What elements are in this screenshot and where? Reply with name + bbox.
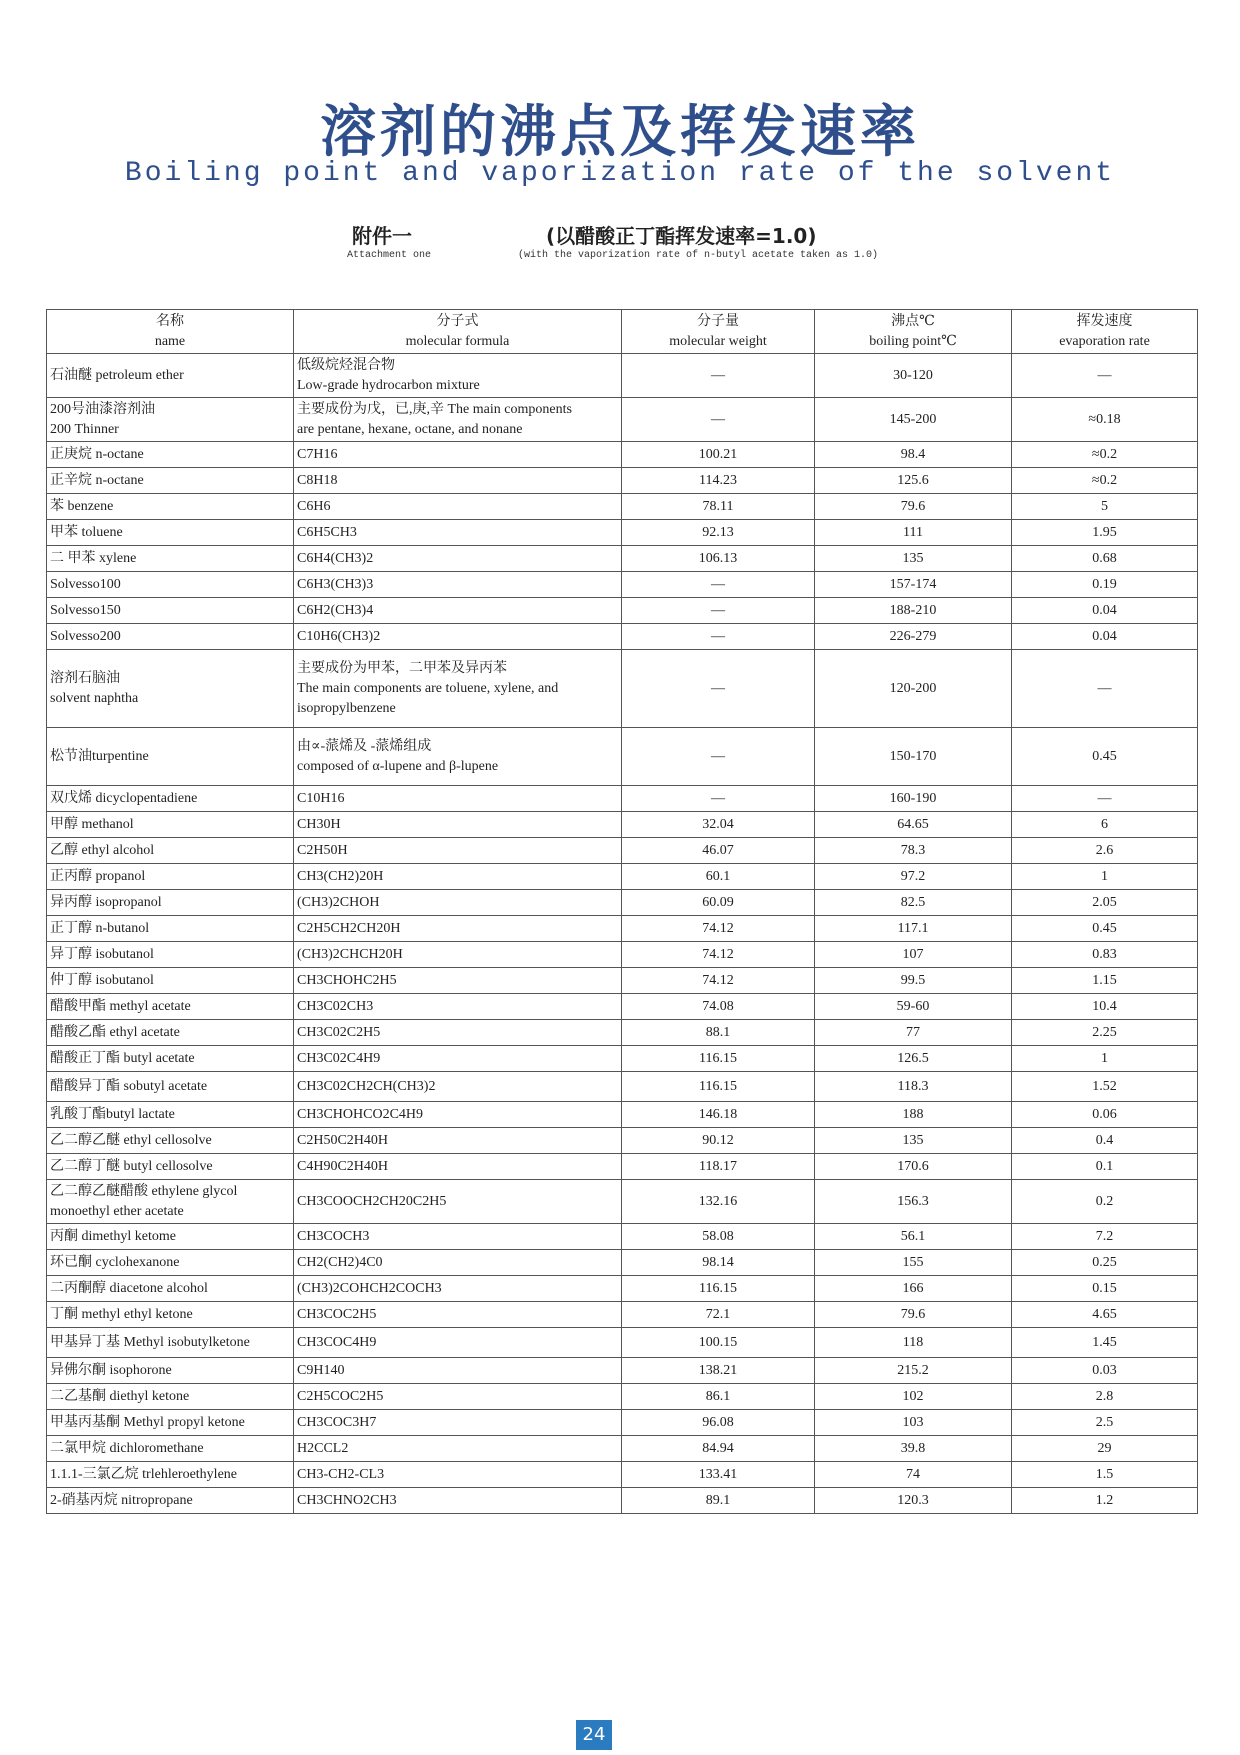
cell-boiling-point: 64.65: [815, 812, 1012, 838]
cell-name: 异丙醇 isopropanol: [47, 890, 294, 916]
cell-formula: C10H6(CH3)2: [294, 624, 622, 650]
cell-formula: H2CCL2: [294, 1436, 622, 1462]
table-row: [47, 1488, 1198, 1514]
cell-molecular-weight: 116.15: [622, 1072, 815, 1102]
cell-name: 甲醇 methanol: [47, 812, 294, 838]
cell-name: 正辛烷 n-octane: [47, 468, 294, 494]
cell-boiling-point: 120.3: [815, 1488, 1012, 1514]
cell-evaporation-rate: 1.2: [1012, 1488, 1198, 1514]
cell-evaporation-rate: 0.04: [1012, 598, 1198, 624]
header-row: [47, 310, 1198, 354]
cell-molecular-weight: 132.16: [622, 1180, 815, 1224]
table-row: [47, 1102, 1198, 1128]
table-row: [47, 1020, 1198, 1046]
cell-molecular-weight: 74.08: [622, 994, 815, 1020]
cell-molecular-weight: —: [622, 650, 815, 728]
cell-formula: CH3C02C4H9: [294, 1046, 622, 1072]
cell-boiling-point: 102: [815, 1384, 1012, 1410]
cell-molecular-weight: 106.13: [622, 546, 815, 572]
page-number: 24: [576, 1720, 612, 1750]
table-row: [47, 916, 1198, 942]
cell-formula: CH3C02C2H5: [294, 1020, 622, 1046]
cell-formula: CH3CHNO2CH3: [294, 1488, 622, 1514]
cell-evaporation-rate: —: [1012, 354, 1198, 398]
cell-evaporation-rate: 0.83: [1012, 942, 1198, 968]
cell-boiling-point: 77: [815, 1020, 1012, 1046]
cell-name: 松节油turpentine: [47, 728, 294, 786]
cell-boiling-point: 188: [815, 1102, 1012, 1128]
cell-name: 溶剂石脑油 solvent naphtha: [47, 650, 294, 728]
cell-boiling-point: 215.2: [815, 1358, 1012, 1384]
header-rate-en: evaporation rate: [1059, 334, 1150, 349]
cell-formula: CH3CHOHCO2C4H9: [294, 1102, 622, 1128]
table-row: [47, 1250, 1198, 1276]
table-row: [47, 942, 1198, 968]
cell-formula: C4H90C2H40H: [294, 1154, 622, 1180]
cell-molecular-weight: 100.21: [622, 442, 815, 468]
cell-evaporation-rate: 0.25: [1012, 1250, 1198, 1276]
header-formula-en: molecular formula: [405, 334, 510, 349]
cell-boiling-point: 74: [815, 1462, 1012, 1488]
table-row: [47, 1276, 1198, 1302]
cell-formula: CH3COC4H9: [294, 1328, 622, 1358]
table-row: [47, 968, 1198, 994]
cell-name: 乙醇 ethyl alcohol: [47, 838, 294, 864]
cell-molecular-weight: 60.09: [622, 890, 815, 916]
cell-name: 甲基异丁基 Methyl isobutylketone: [47, 1328, 294, 1358]
header-weight-en: molecular weight: [669, 334, 767, 349]
cell-formula: C9H140: [294, 1358, 622, 1384]
cell-boiling-point: 79.6: [815, 494, 1012, 520]
table-row: [47, 442, 1198, 468]
cell-name: 二 甲苯 xylene: [47, 546, 294, 572]
table-row: [47, 1224, 1198, 1250]
header-weight: [622, 310, 815, 354]
cell-evaporation-rate: 0.03: [1012, 1358, 1198, 1384]
cell-evaporation-rate: 2.25: [1012, 1020, 1198, 1046]
table-row: [47, 1072, 1198, 1102]
cell-formula: 低级烷烃混合物 Low-grade hydrocarbon mixture: [294, 354, 622, 398]
table-row: [47, 1410, 1198, 1436]
cell-formula: CH3COCH3: [294, 1224, 622, 1250]
cell-evaporation-rate: 7.2: [1012, 1224, 1198, 1250]
table-body: [47, 354, 1198, 1514]
header-name: [47, 310, 294, 354]
cell-formula: C6H6: [294, 494, 622, 520]
reference-note-en: (with the vaporization rate of n-butyl acetate taken as 1.0): [518, 250, 879, 261]
cell-formula: CH3C02CH2CH(CH3)2: [294, 1072, 622, 1102]
table-row: [47, 812, 1198, 838]
cell-molecular-weight: 88.1: [622, 1020, 815, 1046]
table-row: [47, 864, 1198, 890]
cell-name: 乙二醇乙醚醋酸 ethylene glycol monoethyl ether acetate: [47, 1180, 294, 1224]
cell-formula: 主要成份为戊，已,庚,辛 The main components are pentane, hexane, octane, and nonane: [294, 398, 622, 442]
cell-boiling-point: 97.2: [815, 864, 1012, 890]
cell-evaporation-rate: 2.6: [1012, 838, 1198, 864]
cell-molecular-weight: 58.08: [622, 1224, 815, 1250]
cell-molecular-weight: 74.12: [622, 968, 815, 994]
cell-formula: C2H50H: [294, 838, 622, 864]
cell-name: 正庚烷 n-octane: [47, 442, 294, 468]
cell-name: 二氯甲烷 dichloromethane: [47, 1436, 294, 1462]
cell-evaporation-rate: 6: [1012, 812, 1198, 838]
header-weight-cn: 分子量: [697, 314, 739, 329]
table-row: [47, 994, 1198, 1020]
cell-boiling-point: 39.8: [815, 1436, 1012, 1462]
cell-name: 二丙酮醇 diacetone alcohol: [47, 1276, 294, 1302]
attachment-label-cn: 附件一: [352, 224, 412, 248]
cell-formula: C6H3(CH3)3: [294, 572, 622, 598]
cell-name: 异丁醇 isobutanol: [47, 942, 294, 968]
table-row: [47, 572, 1198, 598]
cell-name: 石油醚 petroleum ether: [47, 354, 294, 398]
table-row: [47, 598, 1198, 624]
table-header: [47, 310, 1198, 354]
cell-formula: C8H18: [294, 468, 622, 494]
attachment-label-en: Attachment one: [347, 250, 432, 261]
cell-evaporation-rate: 0.45: [1012, 728, 1198, 786]
cell-molecular-weight: 32.04: [622, 812, 815, 838]
cell-evaporation-rate: 0.04: [1012, 624, 1198, 650]
cell-boiling-point: 188-210: [815, 598, 1012, 624]
cell-evaporation-rate: 1: [1012, 864, 1198, 890]
table-row: [47, 1358, 1198, 1384]
cell-molecular-weight: 100.15: [622, 1328, 815, 1358]
cell-boiling-point: 125.6: [815, 468, 1012, 494]
cell-name: 甲基丙基酮 Methyl propyl ketone: [47, 1410, 294, 1436]
cell-formula: (CH3)2COHCH2COCH3: [294, 1276, 622, 1302]
cell-boiling-point: 79.6: [815, 1302, 1012, 1328]
cell-boiling-point: 170.6: [815, 1154, 1012, 1180]
cell-evaporation-rate: 29: [1012, 1436, 1198, 1462]
table-row: [47, 1436, 1198, 1462]
cell-boiling-point: 150-170: [815, 728, 1012, 786]
cell-molecular-weight: 138.21: [622, 1358, 815, 1384]
table-row: [47, 890, 1198, 916]
cell-formula: (CH3)2CHOH: [294, 890, 622, 916]
cell-name: 正丙醇 propanol: [47, 864, 294, 890]
cell-formula: CH3COOCH2CH20C2H5: [294, 1180, 622, 1224]
cell-formula: CH3(CH2)20H: [294, 864, 622, 890]
cell-boiling-point: 155: [815, 1250, 1012, 1276]
header-rate: [1012, 310, 1198, 354]
cell-molecular-weight: 133.41: [622, 1462, 815, 1488]
cell-evaporation-rate: 0.45: [1012, 916, 1198, 942]
cell-formula: CH3CHOHC2H5: [294, 968, 622, 994]
cell-molecular-weight: —: [622, 624, 815, 650]
cell-name: 醋酸正丁酯 butyl acetate: [47, 1046, 294, 1072]
cell-name: 醋酸甲酯 methyl acetate: [47, 994, 294, 1020]
table-row: [47, 650, 1198, 728]
cell-molecular-weight: —: [622, 598, 815, 624]
cell-formula: C10H16: [294, 786, 622, 812]
cell-boiling-point: 156.3: [815, 1180, 1012, 1224]
cell-molecular-weight: —: [622, 354, 815, 398]
cell-evaporation-rate: 2.5: [1012, 1410, 1198, 1436]
cell-boiling-point: 59-60: [815, 994, 1012, 1020]
cell-molecular-weight: —: [622, 728, 815, 786]
cell-molecular-weight: 118.17: [622, 1154, 815, 1180]
solvent-table: [46, 309, 1198, 1514]
cell-boiling-point: 107: [815, 942, 1012, 968]
cell-formula: CH2(CH2)4C0: [294, 1250, 622, 1276]
table-row: [47, 1462, 1198, 1488]
table-row: [47, 354, 1198, 398]
cell-formula: C7H16: [294, 442, 622, 468]
cell-molecular-weight: 90.12: [622, 1128, 815, 1154]
cell-boiling-point: 118: [815, 1328, 1012, 1358]
cell-formula: C2H50C2H40H: [294, 1128, 622, 1154]
cell-name: 乳酸丁酯butyl lactate: [47, 1102, 294, 1128]
cell-name: 甲苯 toluene: [47, 520, 294, 546]
table-row: [47, 624, 1198, 650]
cell-molecular-weight: 72.1: [622, 1302, 815, 1328]
cell-formula: CH3-CH2-CL3: [294, 1462, 622, 1488]
cell-molecular-weight: 114.23: [622, 468, 815, 494]
table-row: [47, 786, 1198, 812]
cell-boiling-point: 78.3: [815, 838, 1012, 864]
cell-molecular-weight: 96.08: [622, 1410, 815, 1436]
cell-evaporation-rate: 0.2: [1012, 1180, 1198, 1224]
page-subtitle: Boiling point and vaporization rate of the solvent: [124, 158, 1116, 189]
cell-boiling-point: 157-174: [815, 572, 1012, 598]
cell-evaporation-rate: 5: [1012, 494, 1198, 520]
cell-boiling-point: 103: [815, 1410, 1012, 1436]
cell-evaporation-rate: 0.15: [1012, 1276, 1198, 1302]
page-title: 溶剂的沸点及挥发速率: [320, 100, 920, 165]
cell-molecular-weight: 46.07: [622, 838, 815, 864]
table-row: [47, 1128, 1198, 1154]
cell-formula: 由∝-蒎烯及 -蒎烯组成 composed of α-lupene and β-lupene: [294, 728, 622, 786]
cell-boiling-point: 111: [815, 520, 1012, 546]
cell-evaporation-rate: 1.5: [1012, 1462, 1198, 1488]
cell-boiling-point: 117.1: [815, 916, 1012, 942]
cell-molecular-weight: 86.1: [622, 1384, 815, 1410]
header-boiling-en: boiling point℃: [869, 334, 957, 349]
cell-formula: CH3COC3H7: [294, 1410, 622, 1436]
header-formula: [294, 310, 622, 354]
cell-boiling-point: 135: [815, 1128, 1012, 1154]
cell-formula: 主要成份为甲苯，二甲苯及异丙苯 The main components are toluene, xylene, and isopropylbenzene: [294, 650, 622, 728]
cell-molecular-weight: 78.11: [622, 494, 815, 520]
cell-boiling-point: 82.5: [815, 890, 1012, 916]
table-row: [47, 1154, 1198, 1180]
header-formula-cn: 分子式: [436, 314, 479, 329]
cell-formula: C6H4(CH3)2: [294, 546, 622, 572]
cell-molecular-weight: 146.18: [622, 1102, 815, 1128]
cell-evaporation-rate: —: [1012, 786, 1198, 812]
cell-evaporation-rate: 0.1: [1012, 1154, 1198, 1180]
table-row: [47, 1328, 1198, 1358]
cell-boiling-point: 226-279: [815, 624, 1012, 650]
cell-boiling-point: 118.3: [815, 1072, 1012, 1102]
cell-name: 苯 benzene: [47, 494, 294, 520]
cell-name: 丁酮 methyl ethyl ketone: [47, 1302, 294, 1328]
cell-formula: CH30H: [294, 812, 622, 838]
cell-boiling-point: 135: [815, 546, 1012, 572]
cell-formula: C2H5CH2CH20H: [294, 916, 622, 942]
cell-name: 异佛尔酮 isophorone: [47, 1358, 294, 1384]
cell-evaporation-rate: 1.45: [1012, 1328, 1198, 1358]
cell-name: 醋酸异丁酯 sobutyl acetate: [47, 1072, 294, 1102]
header-name-cn: 名称: [156, 314, 184, 329]
cell-name: 2-硝基丙烷 nitropropane: [47, 1488, 294, 1514]
header-rate-cn: 挥发速度: [1076, 314, 1133, 329]
cell-boiling-point: 120-200: [815, 650, 1012, 728]
cell-name: 二乙基酮 diethyl ketone: [47, 1384, 294, 1410]
cell-molecular-weight: 116.15: [622, 1276, 815, 1302]
table-row: [47, 1384, 1198, 1410]
table-row: [47, 1046, 1198, 1072]
cell-name: 醋酸乙酯 ethyl acetate: [47, 1020, 294, 1046]
cell-boiling-point: 30-120: [815, 354, 1012, 398]
cell-boiling-point: 98.4: [815, 442, 1012, 468]
cell-molecular-weight: 84.94: [622, 1436, 815, 1462]
cell-evaporation-rate: 2.05: [1012, 890, 1198, 916]
header-boiling-cn: 沸点℃: [891, 314, 935, 329]
cell-molecular-weight: 116.15: [622, 1046, 815, 1072]
cell-molecular-weight: 60.1: [622, 864, 815, 890]
cell-name: 双戊烯 dicyclopentadiene: [47, 786, 294, 812]
cell-name: 正丁醇 n-butanol: [47, 916, 294, 942]
cell-name: 乙二醇丁醚 butyl cellosolve: [47, 1154, 294, 1180]
cell-evaporation-rate: 0.68: [1012, 546, 1198, 572]
cell-boiling-point: 145-200: [815, 398, 1012, 442]
cell-formula: C6H2(CH3)4: [294, 598, 622, 624]
cell-evaporation-rate: 0.06: [1012, 1102, 1198, 1128]
reference-note-cn: (以醋酸正丁酯挥发速率=1.0): [546, 224, 817, 248]
cell-name: 仲丁醇 isobutanol: [47, 968, 294, 994]
cell-evaporation-rate: 1.52: [1012, 1072, 1198, 1102]
cell-molecular-weight: 74.12: [622, 942, 815, 968]
cell-molecular-weight: 89.1: [622, 1488, 815, 1514]
cell-boiling-point: 126.5: [815, 1046, 1012, 1072]
cell-evaporation-rate: 2.8: [1012, 1384, 1198, 1410]
cell-evaporation-rate: —: [1012, 650, 1198, 728]
cell-evaporation-rate: 10.4: [1012, 994, 1198, 1020]
table-row: [47, 728, 1198, 786]
table-row: [47, 398, 1198, 442]
cell-evaporation-rate: 4.65: [1012, 1302, 1198, 1328]
cell-evaporation-rate: ≈0.2: [1012, 442, 1198, 468]
cell-name: Solvesso200: [47, 624, 294, 650]
cell-molecular-weight: —: [622, 786, 815, 812]
cell-name: Solvesso100: [47, 572, 294, 598]
cell-boiling-point: 56.1: [815, 1224, 1012, 1250]
cell-molecular-weight: —: [622, 398, 815, 442]
cell-formula: CH3C02CH3: [294, 994, 622, 1020]
table-row: [47, 520, 1198, 546]
cell-evaporation-rate: 1.95: [1012, 520, 1198, 546]
cell-formula: C6H5CH3: [294, 520, 622, 546]
cell-molecular-weight: 74.12: [622, 916, 815, 942]
cell-molecular-weight: 92.13: [622, 520, 815, 546]
cell-formula: (CH3)2CHCH20H: [294, 942, 622, 968]
cell-boiling-point: 166: [815, 1276, 1012, 1302]
table-row: [47, 838, 1198, 864]
cell-molecular-weight: 98.14: [622, 1250, 815, 1276]
cell-name: 丙酮 dimethyl ketome: [47, 1224, 294, 1250]
cell-name: 乙二醇乙醚 ethyl cellosolve: [47, 1128, 294, 1154]
table-row: [47, 494, 1198, 520]
table-row: [47, 1180, 1198, 1224]
cell-molecular-weight: —: [622, 572, 815, 598]
header-name-en: name: [154, 334, 186, 349]
header-boiling: [815, 310, 1012, 354]
cell-formula: C2H5COC2H5: [294, 1384, 622, 1410]
table-row: [47, 468, 1198, 494]
cell-evaporation-rate: 0.4: [1012, 1128, 1198, 1154]
cell-boiling-point: 99.5: [815, 968, 1012, 994]
cell-boiling-point: 160-190: [815, 786, 1012, 812]
cell-name: 环已酮 cyclohexanone: [47, 1250, 294, 1276]
cell-evaporation-rate: 0.19: [1012, 572, 1198, 598]
cell-evaporation-rate: ≈0.2: [1012, 468, 1198, 494]
cell-evaporation-rate: 1: [1012, 1046, 1198, 1072]
cell-evaporation-rate: ≈0.18: [1012, 398, 1198, 442]
cell-name: 1.1.1-三氯乙烷 trlehleroethylene: [47, 1462, 294, 1488]
cell-formula: CH3COC2H5: [294, 1302, 622, 1328]
table-row: [47, 546, 1198, 572]
cell-name: 200号油漆溶剂油 200 Thinner: [47, 398, 294, 442]
cell-evaporation-rate: 1.15: [1012, 968, 1198, 994]
table-row: [47, 1302, 1198, 1328]
cell-name: Solvesso150: [47, 598, 294, 624]
